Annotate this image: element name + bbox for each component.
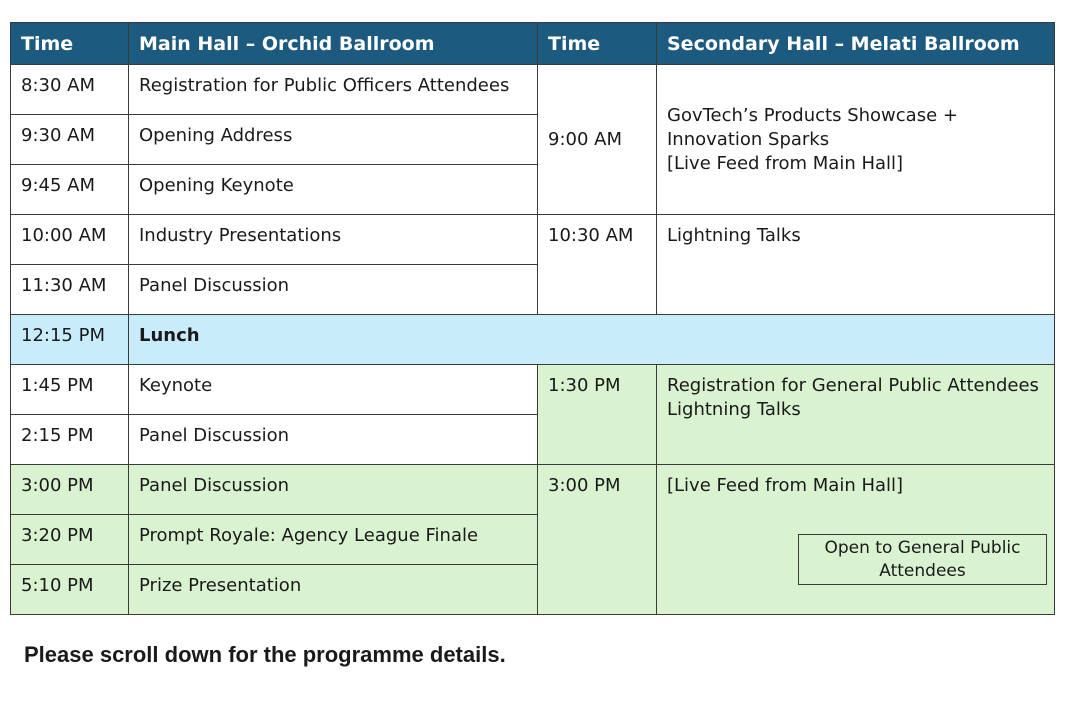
table-row bbox=[11, 65, 1055, 115]
main-event: Prize Presentation bbox=[129, 565, 538, 615]
secondary-event-line: Registration for General Public Attendees bbox=[667, 375, 1039, 396]
schedule-table bbox=[10, 22, 1055, 615]
main-time: 1:45 PM bbox=[11, 365, 129, 415]
secondary-event-line: [Live Feed from Main Hall] bbox=[667, 475, 904, 496]
main-time: 5:10 PM bbox=[11, 565, 129, 615]
secondary-time: 1:30 PM bbox=[538, 365, 657, 465]
table-row bbox=[11, 215, 1055, 265]
main-time: 10:00 AM bbox=[11, 215, 129, 265]
main-time: 3:20 PM bbox=[11, 515, 129, 565]
scroll-note: Please scroll down for the programme details. bbox=[24, 642, 506, 667]
header-time-secondary: Time bbox=[538, 23, 657, 65]
header-time-main: Time bbox=[11, 23, 129, 65]
main-event: Panel Discussion bbox=[129, 265, 538, 315]
secondary-event-line: Lightning Talks bbox=[667, 399, 801, 420]
lunch-time: 12:15 PM bbox=[11, 315, 129, 365]
main-event: Prompt Royale: Agency League Finale bbox=[129, 515, 538, 565]
main-event: Panel Discussion bbox=[129, 465, 538, 515]
secondary-event bbox=[657, 65, 1055, 215]
secondary-time: 3:00 PM bbox=[538, 465, 657, 615]
secondary-event bbox=[657, 365, 1055, 465]
secondary-event bbox=[657, 215, 1055, 315]
secondary-event-line: Lightning Talks bbox=[667, 225, 801, 246]
header-row bbox=[11, 23, 1055, 65]
header-secondary-hall: Secondary Hall – Melati Ballroom bbox=[657, 23, 1055, 65]
table-row bbox=[11, 465, 1055, 515]
header-main-hall: Main Hall – Orchid Ballroom bbox=[129, 23, 538, 65]
legend-public-attendees: Open to General Public Attendees bbox=[798, 534, 1047, 585]
main-event: Opening Keynote bbox=[129, 165, 538, 215]
main-time: 2:15 PM bbox=[11, 415, 129, 465]
main-time: 9:30 AM bbox=[11, 115, 129, 165]
main-event: Panel Discussion bbox=[129, 415, 538, 465]
secondary-time: 10:30 AM bbox=[538, 215, 657, 315]
lunch-row bbox=[11, 315, 1055, 365]
table-row bbox=[11, 365, 1055, 415]
main-time: 8:30 AM bbox=[11, 65, 129, 115]
secondary-event-line: GovTech’s Products Showcase + bbox=[667, 104, 958, 126]
secondary-event-line: [Live Feed from Main Hall] bbox=[667, 152, 904, 174]
main-event: Keynote bbox=[129, 365, 538, 415]
lunch-label: Lunch bbox=[129, 315, 1055, 365]
main-time: 3:00 PM bbox=[11, 465, 129, 515]
main-event: Opening Address bbox=[129, 115, 538, 165]
main-event: Registration for Public Officers Attendees bbox=[129, 65, 538, 115]
main-time: 9:45 AM bbox=[11, 165, 129, 215]
secondary-event-line: Innovation Sparks bbox=[667, 128, 830, 150]
main-event: Industry Presentations bbox=[129, 215, 538, 265]
main-time: 11:30 AM bbox=[11, 265, 129, 315]
secondary-time: 9:00 AM bbox=[538, 65, 657, 215]
